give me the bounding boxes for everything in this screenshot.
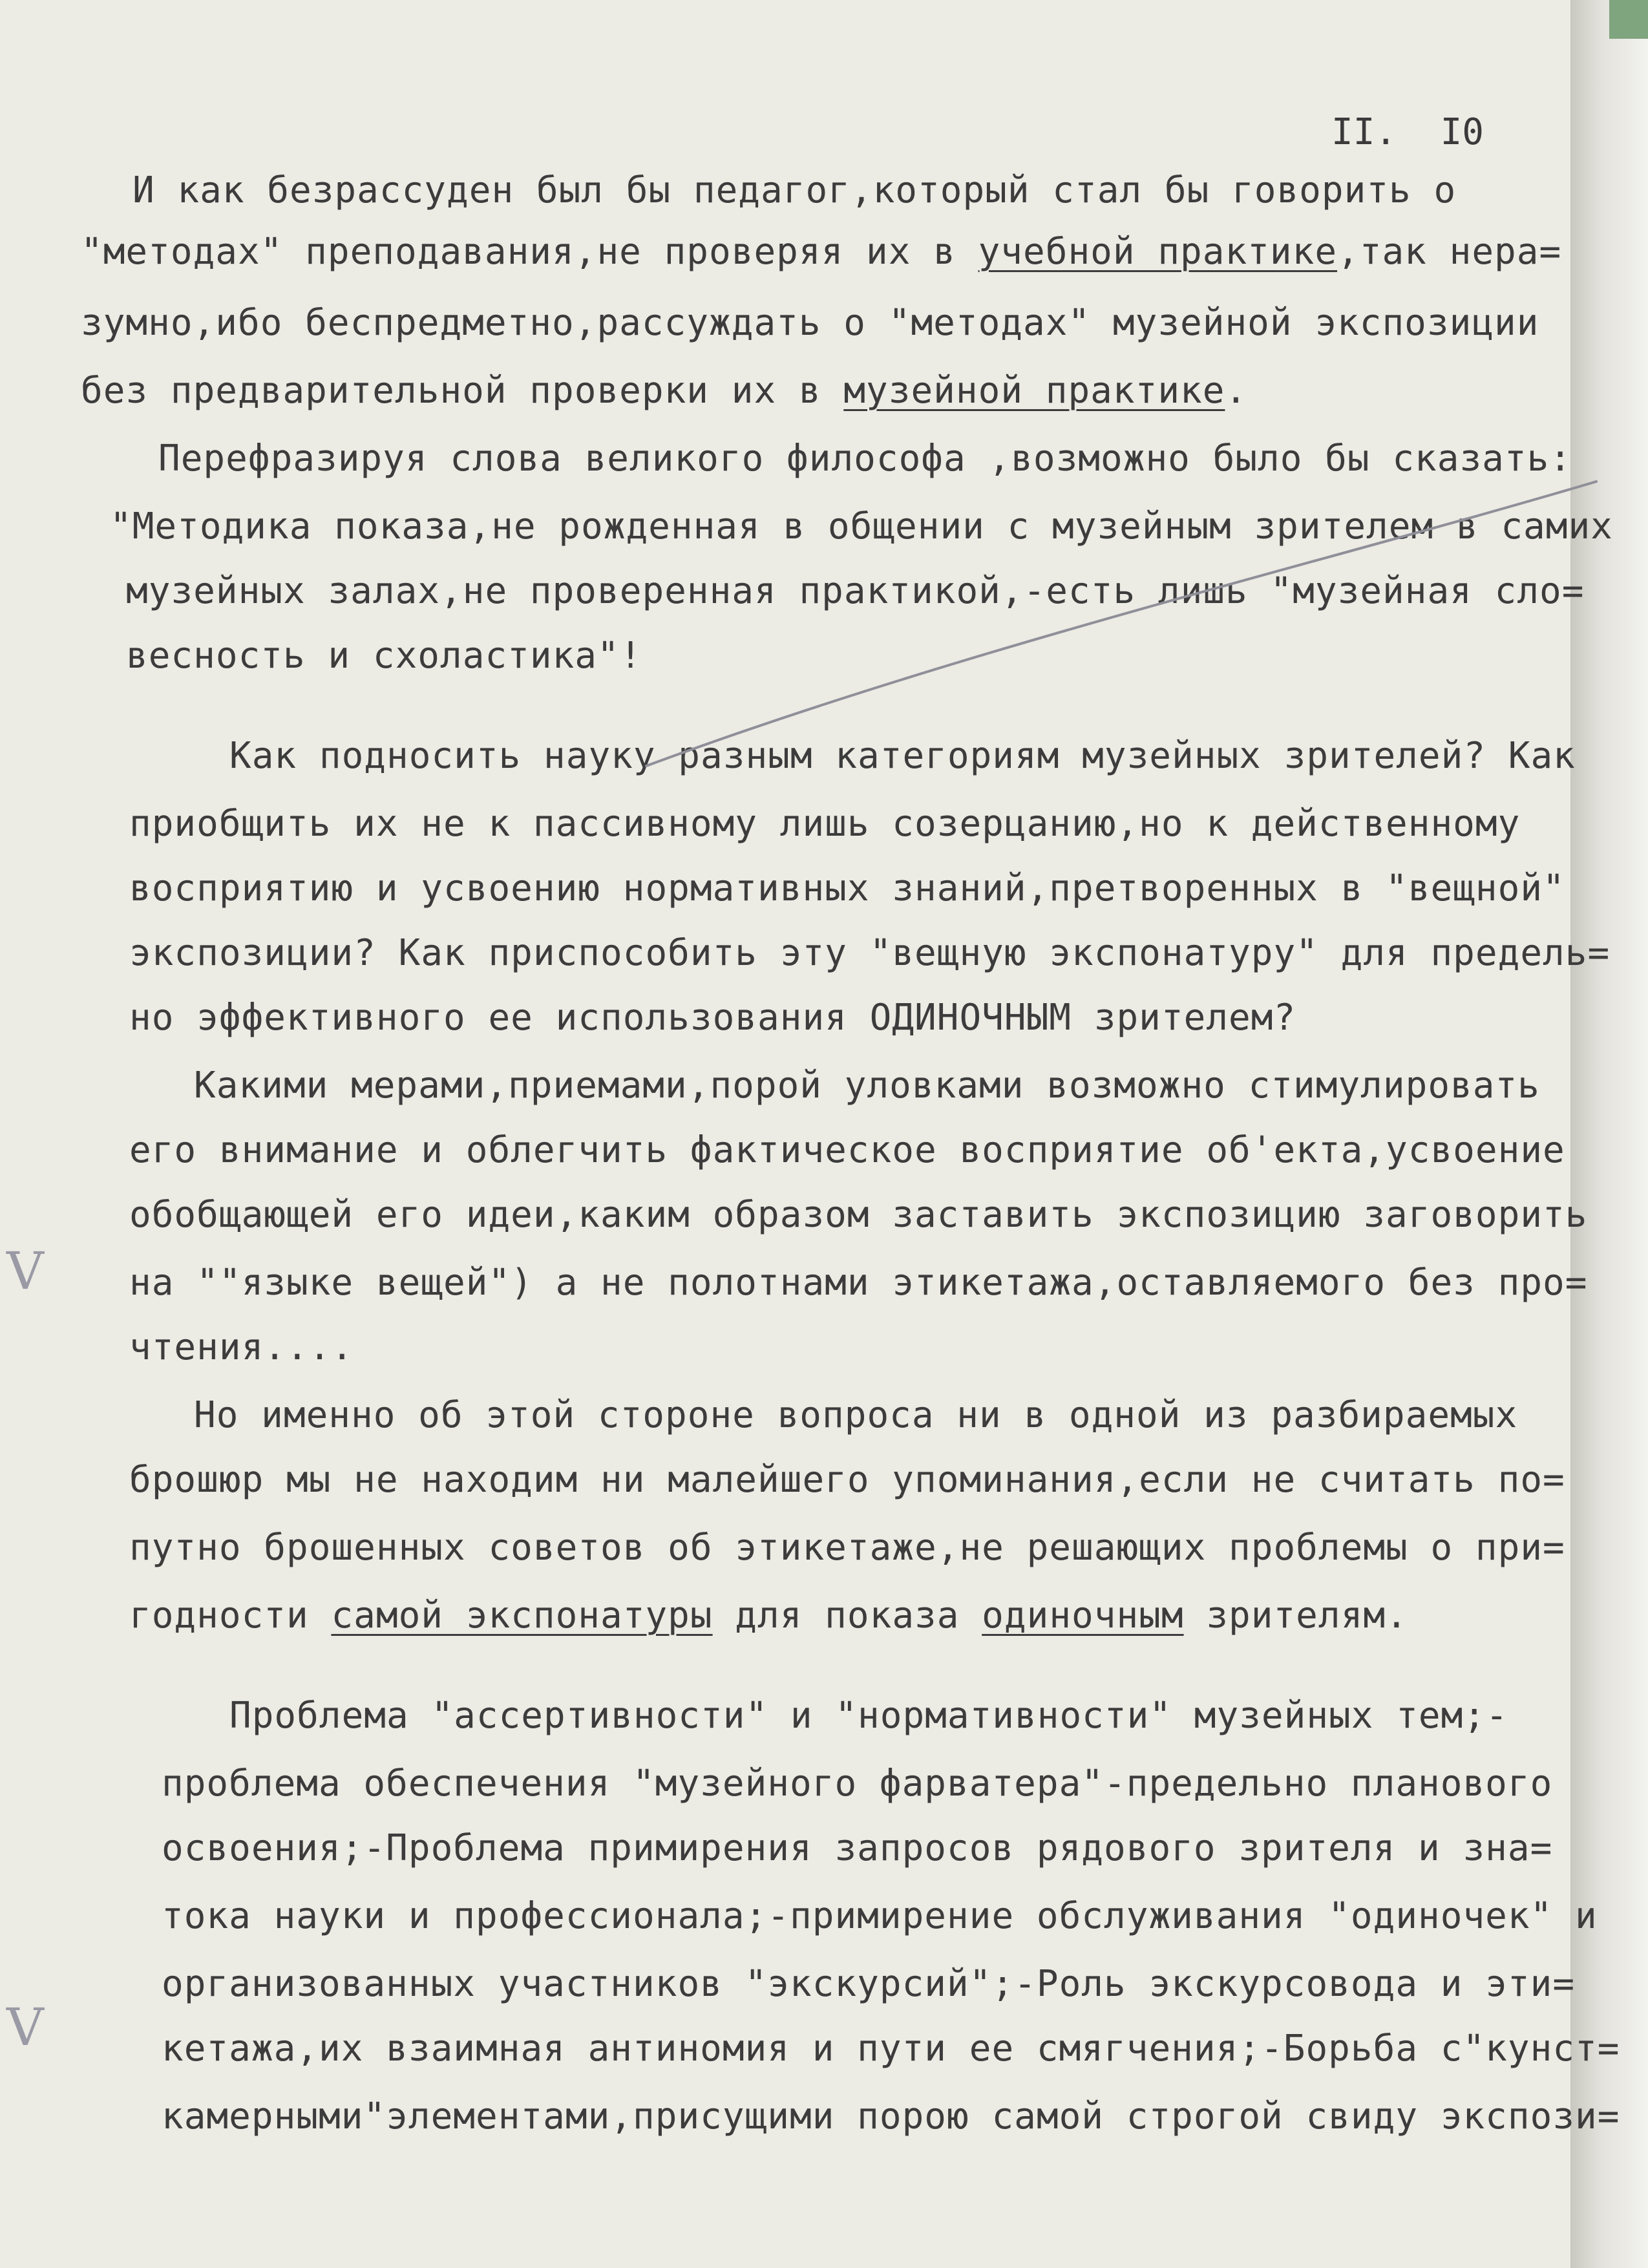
p1-line-4-end: . <box>1225 370 1248 412</box>
margin-check-mark-2: V <box>6 1997 44 2057</box>
p5-underlined-phrase-2: одиночным <box>982 1595 1184 1637</box>
p1-underlined-phrase: учебной практике <box>978 231 1338 273</box>
p5-line-1: Но именно об этой стороне вопроса ни в одной из разбираемых <box>194 1394 1518 1436</box>
p4-line-5: чтения.... <box>129 1326 354 1368</box>
p1-underlined-phrase-2: музейной практике <box>843 370 1225 412</box>
p1-line-1: И как безрассуден был бы педагог,который стал бы говорить о <box>132 169 1457 211</box>
p2-line-1: Перефразируя слова великого философа ,возможно было бы сказать: <box>158 438 1572 480</box>
p1-line-2-start: "методах" преподавания,не проверяя их в <box>81 231 978 273</box>
p6-line-1: Проблема "ассертивности" и "нормативности" музейных тем;- <box>229 1695 1508 1737</box>
page-number: II. I0 <box>1331 111 1484 153</box>
p1-line-4-start: без предварительной проверки их в <box>81 370 844 412</box>
p3-line-5: но эффективного ее использования ОДИНОЧНЫМ зрителем? <box>129 997 1296 1039</box>
p5-line-4-start: годности <box>129 1595 332 1637</box>
p6-line-2: проблема обеспечения "музейного фарватера"-предельно планового <box>162 1763 1553 1805</box>
p2-line-4: весность и схоластика"! <box>126 635 642 677</box>
p4-line-4: на ""языке вещей") а не полотнами этикетажа,оставляемого без про= <box>129 1262 1588 1304</box>
p5-underlined-phrase-1: самой экспонатуры <box>331 1595 713 1637</box>
p1-line-2-end: ,так нера= <box>1337 231 1562 273</box>
p2-line-2: "Методика показа,не рожденная в общении с музейным зрителем в самих <box>110 505 1613 547</box>
p5-line-4-end: зрителям. <box>1183 1595 1408 1637</box>
p6-line-6: кетажа,их взаимная антиномия и пути ее смягчения;-Борьба с"кунст= <box>162 2028 1620 2070</box>
p5-line-3: путно брошенных советов об этикетаже,не решающих проблемы о при= <box>129 1527 1565 1569</box>
p5-line-2: брошюр мы не находим ни малейшего упоминания,если не считать по= <box>129 1459 1565 1501</box>
p3-line-4: экспозиции? Как приспособить эту "вещную экспонатуру" для предель= <box>129 932 1611 974</box>
p4-line-3: обобщающей его идеи,каким образом заставить экспозицию заговорить <box>129 1194 1588 1236</box>
p6-line-3: освоения;-Проблема примирения запросов рядового зрителя и зна= <box>162 1827 1553 1869</box>
p1-line-3: зумно,ибо беспредметно,рассуждать о "методах" музейной экспозиции <box>81 302 1539 344</box>
margin-check-mark-1: V <box>6 1241 44 1301</box>
p6-line-4: тока науки и профессионала;-примирение обслуживания "одиночек" и <box>162 1895 1598 1937</box>
p5-line-4-middle: для показа <box>712 1595 982 1637</box>
p6-line-5: организованных участников "экскурсий";-Роль экскурсовода и эти= <box>162 1963 1576 2005</box>
p6-line-7: камерными"элементами,присущими порою самой строгой свиду экспози= <box>162 2095 1620 2137</box>
p4-line-1: Какими мерами,приемами,порой уловками возможно стимулировать <box>194 1065 1540 1107</box>
p4-line-2: его внимание и облегчить фактическое восприятие об'екта,усвоение <box>129 1129 1565 1171</box>
p3-line-3: восприятию и усвоению нормативных знаний,претворенных в "вещной" <box>129 867 1565 909</box>
p3-line-2: приобщить их не к пассивному лишь созерцанию,но к действенному <box>129 803 1521 845</box>
p3-line-1: Как подносить науку разным категориям музейных зрителей? Как <box>229 735 1576 777</box>
p2-line-3: музейных залах,не проверенная практикой,-есть лишь "музейная сло= <box>126 570 1585 612</box>
